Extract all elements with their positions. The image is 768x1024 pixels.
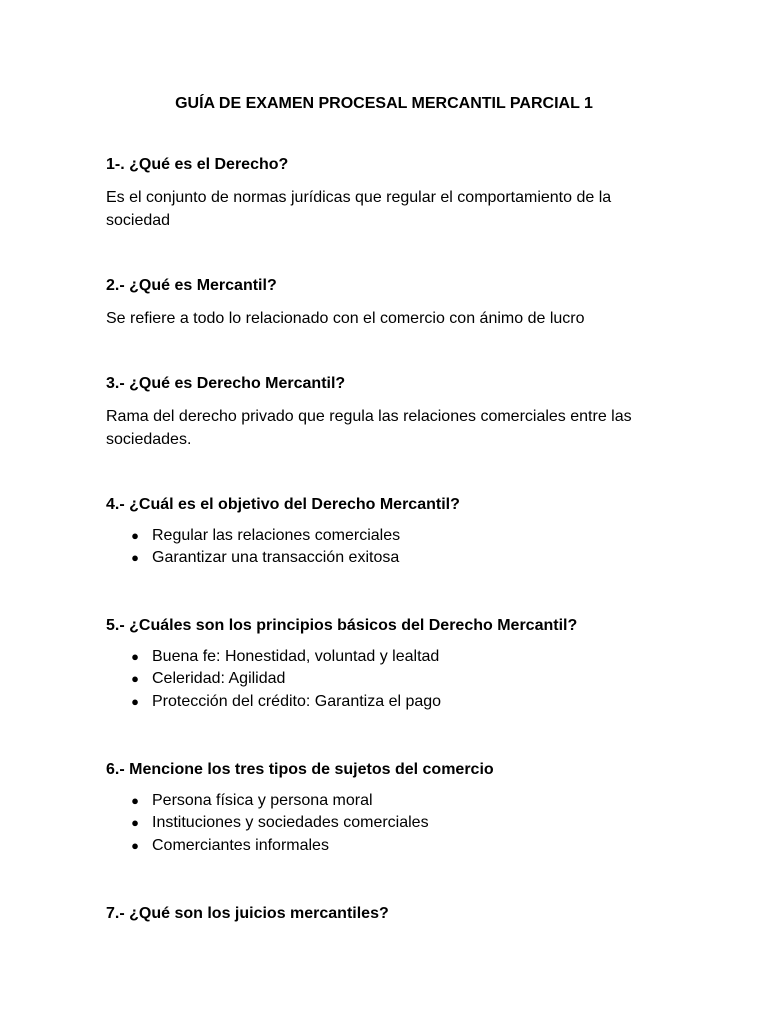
bullet-icon: ● <box>131 649 139 664</box>
bullet-icon: ● <box>131 550 139 566</box>
question-title: 1-. ¿Qué es el Derecho? <box>106 156 289 173</box>
document-title: GUÍA DE EXAMEN PROCESAL MERCANTIL PARCIAL 1 <box>175 95 593 112</box>
list-item-text: Buena fe: Honestidad, voluntad y lealtad <box>152 648 440 665</box>
list-item-text: Instituciones y sociedades comerciales <box>152 814 429 832</box>
list-item-text: Comerciantes informales <box>152 836 329 854</box>
question-title: 5.- ¿Cuáles son los principios básicos del Derecho Mercantil? <box>106 617 578 634</box>
question-title: 3.- ¿Qué es Derecho Mercantil? <box>106 375 346 392</box>
question-title: 4.- ¿Cuál es el objetivo del Derecho Mercantil? <box>106 496 460 513</box>
question-title: 6.- Mencione los tres tipos de sujetos del comercio <box>106 761 494 778</box>
list-item-text: Regular las relaciones comerciales <box>152 527 401 544</box>
question-6 <box>106 760 666 857</box>
list-item-text: Celeridad: Agilidad <box>152 670 286 688</box>
question-5 <box>106 616 666 713</box>
bullet-icon: ● <box>131 693 139 709</box>
list-item <box>106 835 666 857</box>
list-item-text: Garantizar una transacción exitosa <box>152 549 400 567</box>
list-item-text: Persona física y persona moral <box>152 792 373 809</box>
question-7 <box>106 904 666 923</box>
list-item <box>106 547 666 569</box>
question-answer: Rama del derecho privado que regula las relaciones comerciales entre las sociedades. <box>106 408 632 448</box>
answer-list <box>106 646 666 713</box>
bullet-icon: ● <box>131 815 139 831</box>
list-item <box>106 668 666 690</box>
question-1 <box>106 155 666 232</box>
bullet-icon: ● <box>131 528 139 543</box>
bullet-icon: ● <box>131 793 139 808</box>
list-item <box>106 646 666 668</box>
list-item-text: Protección del crédito: Garantiza el pago <box>152 692 442 710</box>
question-4 <box>106 495 666 570</box>
question-title: 7.- ¿Qué son los juicios mercantiles? <box>106 905 389 922</box>
question-answer: Es el conjunto de normas jurídicas que regular el comportamiento de la sociedad <box>106 189 612 229</box>
bullet-icon: ● <box>131 837 139 853</box>
list-item <box>106 812 666 834</box>
list-item <box>106 525 666 547</box>
question-3 <box>106 374 666 451</box>
answer-list <box>106 790 666 857</box>
question-title: 2.- ¿Qué es Mercantil? <box>106 277 277 294</box>
bullet-icon: ● <box>131 671 139 687</box>
question-answer: Se refiere a todo lo relacionado con el comercio con ánimo de lucro <box>106 310 585 327</box>
question-2 <box>106 276 666 330</box>
list-item <box>106 790 666 812</box>
list-item <box>106 691 666 713</box>
answer-list <box>106 525 666 570</box>
